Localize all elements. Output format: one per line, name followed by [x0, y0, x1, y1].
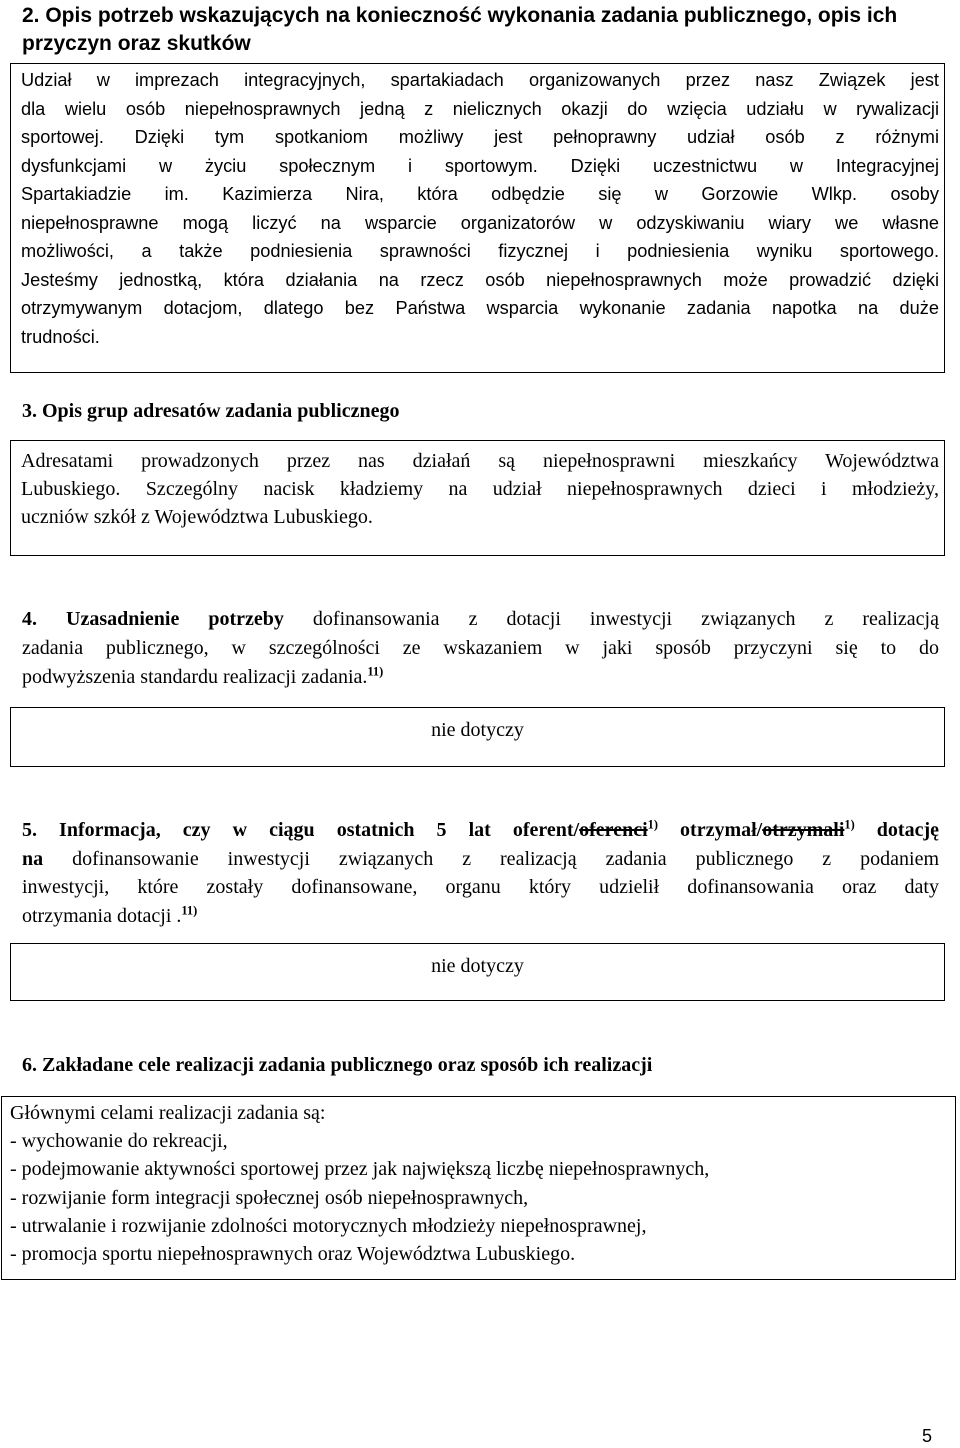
section-5-footnote-a: 1) — [647, 817, 658, 832]
section-5-strike-b: otrzymali — [762, 819, 845, 841]
section-4-number: 4. — [22, 608, 37, 630]
section-4-answer: nie dotyczy — [431, 719, 524, 741]
section-2-text — [21, 66, 939, 351]
section-5-bold-d: na — [22, 847, 44, 870]
section-5-heading — [22, 816, 939, 930]
section-2-line: niepełnosprawne mogą liczyć na wsparcie organizatorów w odzyskiwaniu wiary we własne — [21, 212, 939, 233]
section-2-line: trudności. — [21, 326, 100, 347]
section-2-line: otrzymywanym dotacjom, dlatego bez Państwa wsparcia wykonanie zadania napotka na duże — [21, 298, 939, 318]
section-2-line: sportowej. Dzięki tym spotkaniom możliwy jest pełnoprawny udział osób z różnymi — [21, 127, 939, 147]
section-4-heading-line-1 — [22, 605, 939, 634]
section-5-heading-line-1 — [22, 816, 939, 845]
section-5-bold-a: 5. Informacja, czy w ciągu ostatnich 5 lat oferent/ — [22, 819, 580, 841]
section-5-footnote: 11) — [181, 902, 198, 917]
section-2-line: dla wielu osób niepełnosprawnych jedną z nielicznych okazji do wzięcia udziału w rywalizacji — [21, 98, 939, 119]
section-2-line: dysfunkcjami w życiu społecznym i sportowym. Dzięki uczestnictwu w Integracyjnej — [21, 155, 939, 176]
section-2-line: możliwości, a także podniesienia sprawności fizycznej i podniesienia wyniku sportowego. — [21, 241, 939, 261]
section-6-item: - utrwalanie i rozwijanie zdolności motorycznych młodzieży niepełnosprawnej, — [10, 1214, 647, 1237]
section-4-heading — [22, 605, 939, 692]
section-5-line-4-text: otrzymania dotacji . — [22, 904, 182, 927]
section-4-heading-line-3 — [22, 663, 939, 692]
section-4-footnote: 11) — [367, 664, 384, 679]
section-2-line: Jesteśmy jednostką, która działania na rzecz osób niepełnosprawnych może prowadzić dzięki — [21, 269, 939, 290]
section-4-line-3-text: podwyższenia standardu realizacji zadania. — [22, 666, 368, 688]
section-5-bold-c: dotację — [876, 819, 939, 841]
section-6-item: - wychowanie do rekreacji, — [10, 1130, 228, 1153]
section-5-strike-a: oferenci — [579, 819, 648, 841]
section-2-heading — [22, 2, 942, 58]
section-6-item: - rozwijanie form integracji społecznej osób niepełnosprawnych, — [10, 1186, 529, 1209]
section-5-heading-line-4 — [22, 902, 939, 931]
section-6-text — [10, 1099, 950, 1268]
section-5-bold-b: otrzymał/ — [680, 819, 763, 841]
section-5-line-2-rest: dofinansowanie inwestycji związanych z realizacją zadania publicznego z podaniem — [72, 847, 940, 870]
section-6-intro: Głównymi celami realizacji zadania są: — [10, 1102, 326, 1124]
section-6-item: - podejmowanie aktywności sportowej przez jak największą liczbę niepełnosprawnych, — [10, 1158, 710, 1181]
section-4-heading-line-2: zadania publicznego, w szczególności ze wskazaniem w jaki sposób przyczyni się to do — [22, 637, 939, 659]
section-6-heading: 6. Zakładane cele realizacji zadania publicznego oraz sposób ich realizacji — [22, 1054, 653, 1076]
page-number: 5 — [922, 1426, 933, 1446]
section-4-line-1-rest: dofinansowania z dotacji inwestycji związanych z realizacją — [312, 608, 939, 630]
section-3-line: uczniów szkół z Województwa Lubuskiego. — [21, 506, 373, 528]
section-2-heading-line-1: 2. Opis potrzeb wskazujących na konieczność wykonania zadania publicznego, opis ich — [22, 4, 898, 27]
section-5-heading-line-2 — [22, 845, 939, 874]
section-2-line: Spartakiadzie im. Kazimierza Nira, która odbędzie się w Gorzowie Wlkp. osoby — [21, 184, 939, 204]
section-5-answer: nie dotyczy — [431, 955, 524, 977]
section-5-heading-line-3: inwestycji, które zostały dofinansowane, organu który udzielił dofinansowania oraz daty — [22, 876, 939, 898]
section-3-line: Lubuskiego. Szczególny nacisk kładziemy na udział niepełnosprawnych dzieci i młodzieży, — [21, 478, 939, 500]
section-3-text — [21, 447, 939, 531]
section-2-line: Udział w imprezach integracyjnych, spartakiadach organizowanych przez nasz Związek jest — [21, 70, 939, 90]
section-2-heading-line-2: przyczyn oraz skutków — [22, 32, 251, 55]
section-6-item: - promocja sportu niepełnosprawnych oraz Województwa Lubuskiego. — [10, 1243, 576, 1266]
section-3-heading: 3. Opis grup adresatów zadania publicznego — [22, 400, 400, 422]
section-4-bold-title: Uzasadnienie potrzeby — [66, 608, 284, 630]
section-5-footnote-b: 1) — [844, 817, 855, 832]
section-3-line: Adresatami prowadzonych przez nas działań są niepełnosprawni mieszkańcy Województwa — [21, 450, 939, 472]
